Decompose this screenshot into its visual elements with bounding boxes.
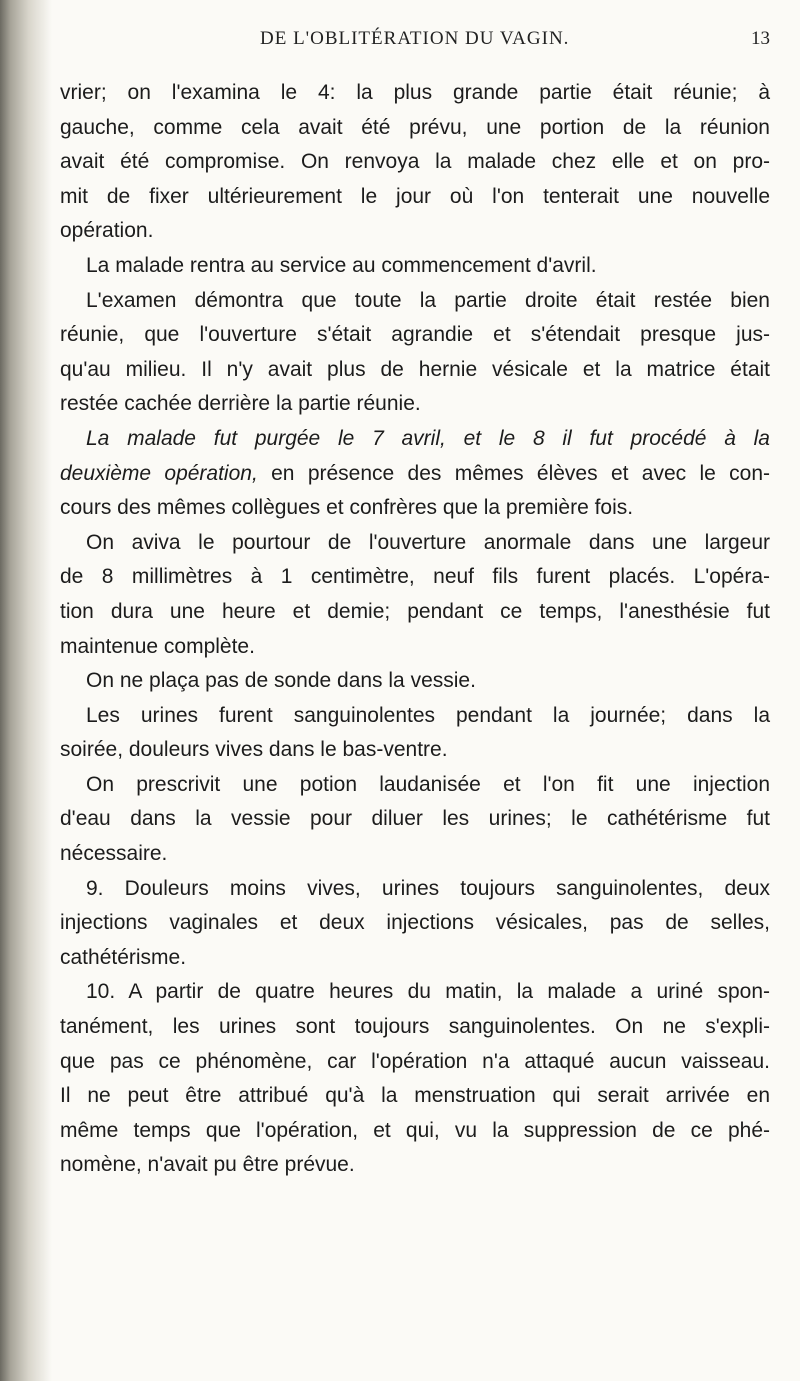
text-line [60,872,770,907]
line-text: Il ne peut être attribué qu'à la menstruation qui serait arrivée en [60,1084,770,1108]
text-line [60,111,770,146]
text-line [60,180,770,215]
italic-text: deuxième opération, [60,461,258,485]
text-line [60,284,770,319]
text-line [60,1079,770,1114]
line-text: tanément, les urines sont toujours sanguinolentes. On ne s'expli- [60,1015,770,1039]
line-text: d'eau dans la vessie pour diluer les urines; le cathétérisme fut [60,807,770,831]
line-text: maintenue complète. [60,634,255,658]
line-text: qu'au milieu. Il n'y avait plus de hernie vésicale et la matrice était [60,357,770,381]
text-line [60,387,770,422]
text-line [60,457,770,492]
line-text: nécessaire. [60,842,168,866]
line-text: Les urines furent sanguinolentes pendant la journée; dans la [86,703,770,727]
line-text: gauche, comme cela avait été prévu, une portion de la réunion [60,115,770,139]
text-line [60,802,770,837]
text-line [60,630,770,665]
line-text: avait été compromise. On renvoya la malade chez elle et on pro- [60,150,770,174]
line-text: de 8 millimètres à 1 centimètre, neuf fils furent placés. L'opéra- [60,565,770,589]
text-line [60,1114,770,1149]
binding-shadow [0,0,52,1381]
line-text: 10. A partir de quatre heures du matin, la malade a uriné spon- [86,980,770,1004]
text-line [60,941,770,976]
line-text: injections vaginales et deux injections vésicales, pas de selles, [60,911,770,935]
text-line [60,1010,770,1045]
line-text: même temps que l'opération, et qui, vu la suppression de ce phé- [60,1118,770,1142]
line-text: On ne plaça pas de sonde dans la vessie. [86,669,476,693]
text-line [60,733,770,768]
text-line [60,145,770,180]
text-line [60,76,770,111]
text-line [60,560,770,595]
line-text: vrier; on l'examina le 4: la plus grande partie était réunie; à [60,81,770,104]
line-text: en présence des mêmes élèves et avec le con- [257,461,771,485]
body-text [60,76,770,1183]
italic-text: La malade fut purgée le 7 avril, et le 8 il fut procédé à la [86,426,770,450]
text-line [60,491,770,526]
text-line [60,1045,770,1080]
text-line [60,975,770,1010]
line-text: opération. [60,219,154,243]
line-text: La malade rentra au service au commencement d'avril. [86,253,597,277]
line-text: cathétérisme. [60,945,187,969]
text-line [60,768,770,803]
text-line [60,353,770,388]
line-text: tion dura une heure et demie; pendant ce temps, l'anesthésie fut [60,599,770,623]
text-line [60,837,770,872]
running-title: DE L'OBLITÉRATION DU VAGIN. [260,28,570,49]
line-text: que pas ce phénomène, car l'opération n'a attaqué aucun vaisseau. [60,1049,770,1073]
text-line [60,422,770,457]
running-head [0,28,800,54]
text-line [60,1148,770,1183]
line-text: On prescrivit une potion laudanisée et l'on fit une injection [86,772,770,796]
text-line [60,214,770,249]
line-text: restée cachée derrière la partie réunie. [60,392,421,416]
line-text: nomène, n'avait pu être prévue. [60,1153,355,1177]
text-line [60,699,770,734]
text-line [60,526,770,561]
text-line [60,318,770,353]
line-text: mit de fixer ultérieurement le jour où l'on tenterait une nouvelle [60,184,770,208]
line-text: 9. Douleurs moins vives, urines toujours sanguinolentes, deux [86,876,770,900]
page-number: 13 [751,28,770,49]
text-line [60,249,770,284]
line-text: réunie, que l'ouverture s'était agrandie et s'étendait presque jus- [60,323,770,347]
text-line [60,595,770,630]
line-text: cours des mêmes collègues et confrères que la première fois. [60,496,634,520]
line-text: On aviva le pourtour de l'ouverture anormale dans une largeur [86,530,770,554]
text-line [60,906,770,941]
line-text: soirée, douleurs vives dans le bas-ventre. [60,738,448,762]
text-line [60,664,770,699]
line-text: L'examen démontra que toute la partie droite était restée bien [86,288,770,312]
